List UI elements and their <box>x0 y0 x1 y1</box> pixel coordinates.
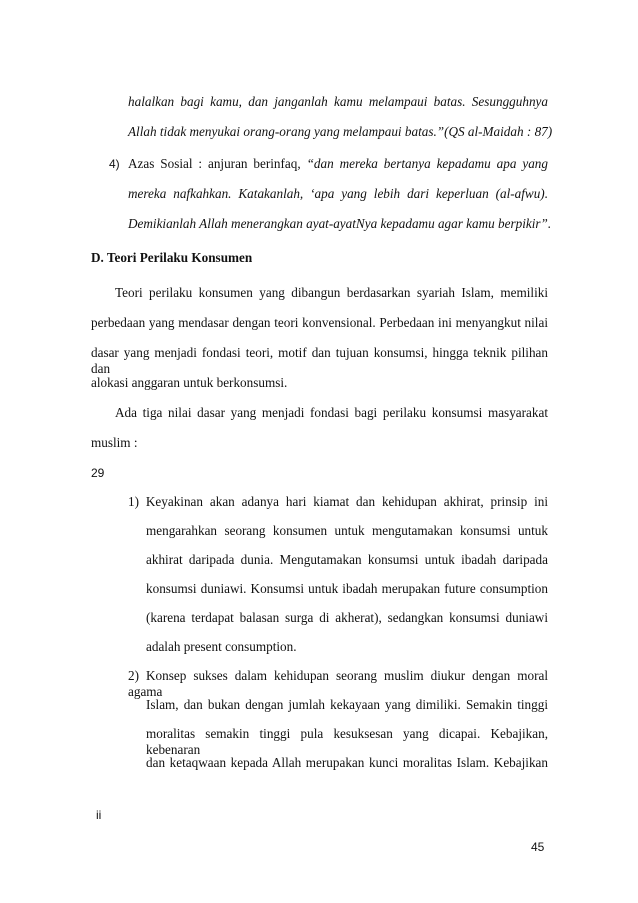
item-4-quote-start: “dan mereka bertanya kepadamu apa yang <box>306 156 548 171</box>
para1-line-3: dasar yang menjadi fondasi teori, motif dan tujuan konsumsi, hingga teknik pilihan dan <box>91 345 548 376</box>
list-item-1-line-1: 1) Keyakinan akan adanya hari kiamat dan kehidupan akhirat, prinsip ini <box>128 494 548 509</box>
para1-line-4: alokasi anggaran untuk berkonsumsi. <box>91 375 288 390</box>
list-item-2-line-2: Islam, dan bukan dengan jumlah kekayaan yang dimiliki. Semakin tinggi <box>146 697 548 712</box>
list-item-1-line-2: mengarahkan seorang konsumen untuk mengutamakan konsumsi untuk <box>146 523 548 538</box>
para1-line-1: Teori perilaku konsumen yang dibangun berdasarkan syariah Islam, memiliki <box>115 285 548 300</box>
para2-line-1: Ada tiga nilai dasar yang menjadi fondasi bagi perilaku konsumsi masyarakat <box>115 405 548 420</box>
section-heading: D. Teori Perilaku Konsumen <box>91 250 253 265</box>
list-item-2-line-4: dan ketaqwaan kepada Allah merupakan kunci moralitas Islam. Kebajikan <box>146 755 548 770</box>
list-item-2-line-3: moralitas semakin tinggi pula kesuksesan yang dicapai. Kebajikan, kebenaran <box>146 726 548 757</box>
list-item-1-line-5: (karena terdapat balasan surga di akherat), sedangkan konsumsi duniawi <box>146 610 548 625</box>
quote-line-2: Allah tidak menyukai orang-orang yang melampaui batas.”(QS al-Maidah : 87) <box>128 124 553 139</box>
list-item-1-line-3: akhirat daripada dunia. Mengutamakan konsumsi untuk ibadah daripada <box>146 552 548 567</box>
list-item-1-line-6: adalah present consumption. <box>146 639 297 654</box>
para2-line-2: muslim : <box>91 435 138 450</box>
item-4-line-1 <box>128 156 548 172</box>
item-4-line-2: mereka nafkahkan. Katakanlah, ‘apa yang lebih dari keperluan (al-afwu). <box>128 186 548 201</box>
item-4-line-3: Demikianlah Allah menerangkan ayat-ayatNya kepadamu agar kamu berpikir”. <box>128 216 552 231</box>
footnote-marker: 29 <box>91 466 105 480</box>
footer-roman-numeral: ii <box>96 808 102 822</box>
item-4-lead: Azas Sosial : anjuran berinfaq, <box>128 156 301 171</box>
quote-line-1: halalkan bagi kamu, dan janganlah kamu melampaui batas. Sesungguhnya <box>128 94 548 109</box>
list-item-2-line-1: 2) Konsep sukses dalam kehidupan seorang muslim diukur dengan moral agama <box>128 668 548 699</box>
para1-line-2: perbedaan yang mendasar dengan teori konvensional. Perbedaan ini menyangkut nilai <box>91 315 548 330</box>
item-4-number: 4) <box>109 157 120 171</box>
page-number: 45 <box>531 840 545 854</box>
list-item-1-line-4: konsumsi duniawi. Konsumsi untuk ibadah merupakan future consumption <box>146 581 548 596</box>
